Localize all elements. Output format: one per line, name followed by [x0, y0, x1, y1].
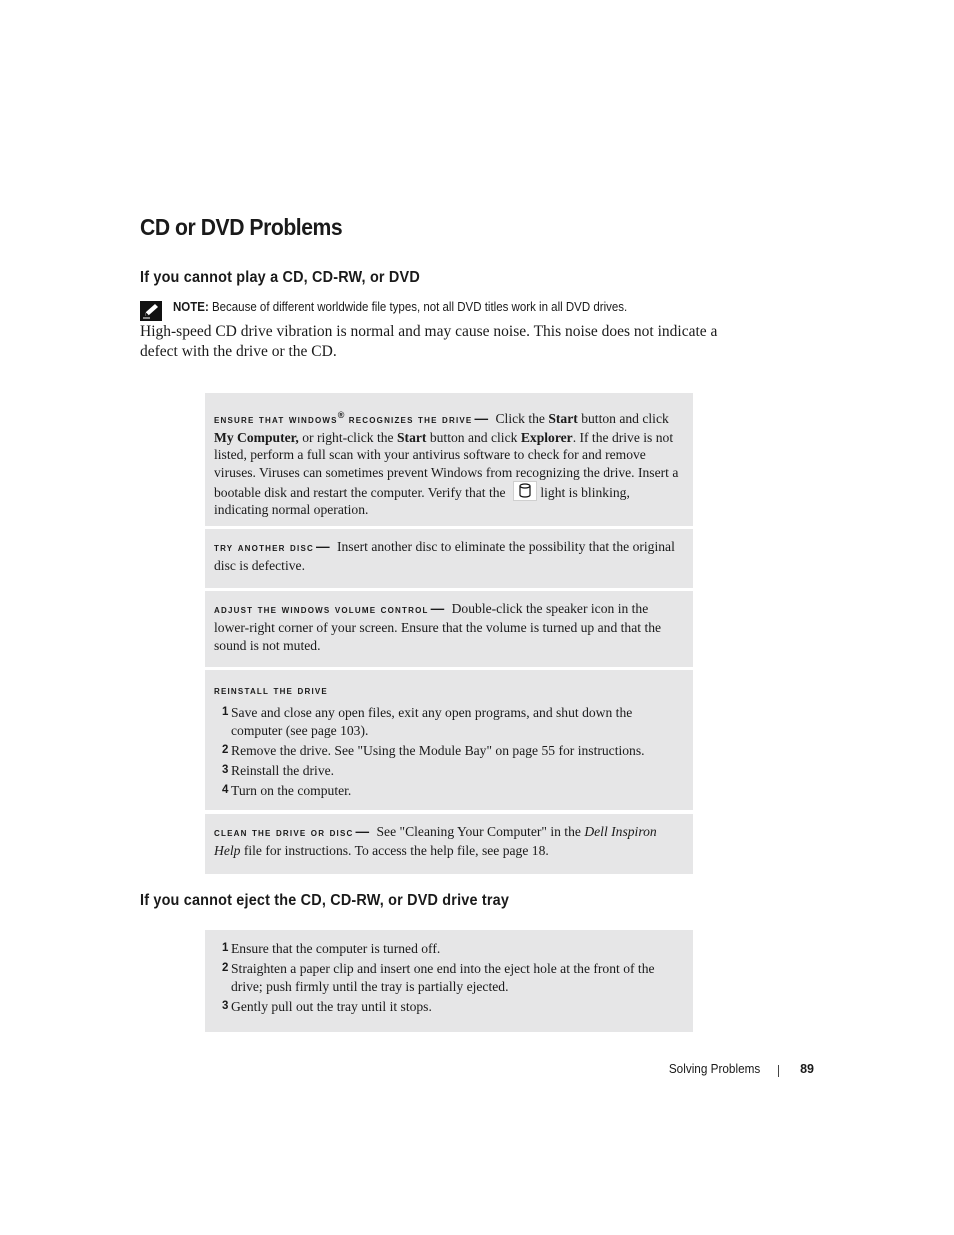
eject-steps-box — [205, 930, 693, 1032]
list-item: 4 Turn on the computer. — [222, 783, 352, 799]
page-number: 89 — [800, 1062, 814, 1076]
tip-heading: ensure that windows® recognizes the drive — [214, 410, 473, 426]
tip-adjust-volume: adjust the windows volume control — Double-click the speaker icon in the lower-right corner of your screen. Ensure that the volume is turned up and that the sound is not muted. — [205, 591, 693, 667]
drive-activity-light-icon — [513, 481, 537, 501]
tip-heading: reinstall the drive — [214, 685, 328, 697]
note-label: NOTE: — [173, 300, 209, 314]
tip-clean-drive: clean the drive or disc — See "Cleaning Your Computer" in the Dell Inspiron Help file for instructions. To access the help file, see page 18. — [205, 814, 693, 874]
list-item: 3 Gently pull out the tray until it stops. — [222, 998, 432, 1014]
tip-text: Double-click the speaker icon in the lower-right corner of your screen. Ensure that the volume is turned up and that the sound is not muted. — [214, 601, 662, 653]
list-item: 1 Ensure that the computer is turned off. — [222, 941, 441, 956]
section-heading-play: If you cannot play a CD, CD-RW, or DVD — [140, 269, 420, 286]
reinstall-steps — [214, 704, 684, 799]
note-pencil-icon — [140, 301, 162, 321]
tip-heading: clean the drive or disc — [214, 827, 354, 839]
note-text: Because of different worldwide file types, not all DVD titles work in all DVD drives. — [208, 300, 628, 314]
list-item: 2 Remove the drive. See "Using the Module Bay" on page 55 for instructions. — [222, 742, 645, 758]
list-item: 3 Reinstall the drive. — [222, 763, 335, 779]
tip-heading: adjust the windows volume control — [214, 604, 429, 616]
page-footer — [600, 1062, 814, 1082]
tip-heading: try another disc — [214, 542, 314, 554]
note — [140, 299, 740, 321]
page-title: CD or DVD Problems — [140, 214, 343, 240]
tip-ensure-windows-recognizes-drive: ensure that windows® recognizes the drive — Click the Start button and click My Computer, or right-click the Start button and click Explorer. If the drive is not listed, perform a full scan with your antivirus software to check for and remove viruses. Viruses can sometimes prevent Windows from recognizing the drive. Insert a bootable disk and restart the computer. Verify that the light is blinking, indicating normal operation. — [205, 393, 693, 526]
footer-section-name: Solving Problems — [668, 1062, 760, 1076]
eject-steps — [214, 940, 684, 1015]
footer-divider — [778, 1065, 779, 1077]
intro-paragraph: High-speed CD drive vibration is normal and may cause noise. This noise does not indicate a defect with the drive or the CD. — [140, 323, 718, 360]
list-item: 1 Save and close any open files, exit any open programs, and shut down the computer (see page 103). — [222, 705, 633, 738]
tip-text: Insert another disc to eliminate the possibility that the original disc is defective. — [214, 539, 675, 574]
tip-reinstall-drive — [205, 670, 693, 810]
section-heading-eject: If you cannot eject the CD, CD-RW, or DVD drive tray — [140, 892, 510, 909]
tip-try-another-disc: try another disc — Insert another disc to eliminate the possibility that the original disc is defective. — [205, 529, 693, 588]
list-item: 2 Straighten a paper clip and insert one end into the eject hole at the front of the drive; push firmly until the tray is partially ejected. — [222, 961, 655, 994]
